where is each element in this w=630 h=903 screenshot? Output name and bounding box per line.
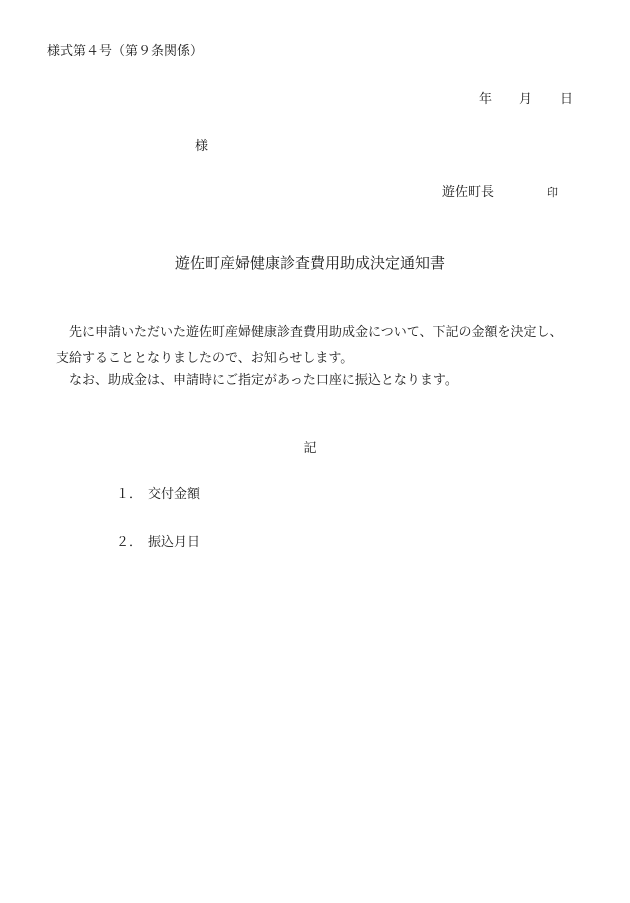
body-paragraph-1-line-2: 支給することとなりましたので、お知らせします。	[56, 351, 354, 366]
recipient-honorific: 様	[195, 139, 209, 154]
list-item-label: 交付金額	[148, 487, 201, 502]
body-paragraph-2	[56, 368, 596, 394]
list-item-payment-amount	[116, 488, 200, 501]
list-item-number: １．	[116, 487, 143, 502]
list-item-transfer-date	[116, 536, 200, 549]
date-month-label: 月	[519, 92, 533, 107]
issuer-title: 遊佐町長	[442, 185, 495, 200]
body-paragraph-1-line-1: 先に申請いただいた遊佐町産婦健康診査費用助成金について、下記の金額を決定し、	[56, 325, 563, 340]
list-item-number: ２．	[116, 535, 143, 550]
date-year-label: 年	[479, 92, 493, 107]
document-title: 遊佐町産婦健康診査費用助成決定通知書	[174, 254, 445, 272]
ki-heading: 記	[303, 441, 317, 456]
list-item-label: 振込月日	[148, 535, 201, 550]
body-paragraph-2-line-1: なお、助成金は、申請時にご指定があった口座に振込となります。	[56, 373, 458, 388]
body-paragraph-1	[56, 320, 596, 372]
date-day-label: 日	[560, 92, 574, 107]
issuer-seal-mark: 印	[547, 186, 558, 199]
form-number: 様式第４号（第９条関係）	[47, 44, 204, 59]
